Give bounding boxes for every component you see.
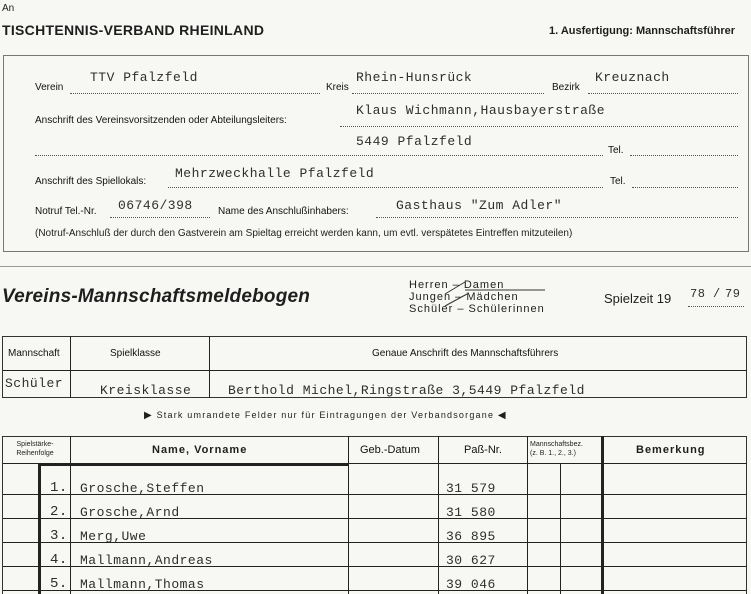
row-3-pass: 36 895 <box>446 529 496 544</box>
venue-label: Anschrift des Spiellokals: <box>35 176 147 187</box>
arrow-left-icon: ◀ <box>497 410 507 421</box>
holder-label: Name des Anschlußinhabers: <box>218 206 349 217</box>
address-line2: 5449 Pfalzfeld <box>356 134 473 149</box>
row-1-num: 1. <box>50 480 68 496</box>
team-value: Schüler <box>5 376 64 391</box>
org-name: TISCHTENNIS-VERBAND RHEINLAND <box>2 22 265 38</box>
arrow-right-icon: ▶ <box>144 410 153 421</box>
col-address-header: Genaue Anschrift des Mannschaftsführers <box>372 348 559 359</box>
kreis-value: Rhein-Hunsrück <box>356 70 473 85</box>
address-line1: Klaus Wichmann,Hausbayerstraße <box>356 103 606 118</box>
verein-label: Verein <box>35 82 64 93</box>
bezirk-label: Bezirk <box>552 82 580 93</box>
framed-fields-note <box>144 410 507 421</box>
tel-label-2: Tel. <box>610 176 626 187</box>
col-name-header: Name, Vorname <box>152 444 248 456</box>
row-2-pass: 31 580 <box>446 505 496 520</box>
class-value: Kreisklasse <box>100 383 192 398</box>
col-remark-header: Bemerkung <box>636 444 706 456</box>
row-3-num: 3. <box>50 528 68 544</box>
team-leader-address: Berthold Michel,Ringstraße 3,5449 Pfalzfeld <box>228 383 585 398</box>
row-2-num: 2. <box>50 504 68 520</box>
col-team-desig-line1: Mannschaftsbez. <box>530 441 583 448</box>
row-3-name: Merg,Uwe <box>80 529 147 544</box>
framed-fields-note-text: Stark umrandete Felder nur für Eintragungen der Verbandsorgane <box>156 410 495 420</box>
col-pass-header: Paß-Nr. <box>464 444 502 456</box>
bezirk-value: Kreuznach <box>595 70 670 85</box>
col-birth-header: Geb.-Datum <box>360 444 420 456</box>
row-4-num: 4. <box>50 552 68 568</box>
row-1-pass: 31 579 <box>446 481 496 496</box>
row-1-name: Grosche,Steffen <box>80 481 205 496</box>
row-5-pass: 39 046 <box>446 577 496 592</box>
row-5-name: Mallmann,Thomas <box>80 577 205 592</box>
col-team-desig-line2: (z. B. 1., 2., 3.) <box>530 450 576 457</box>
row-5-num: 5. <box>50 576 68 592</box>
address-label: Anschrift des Vereinsvorsitzenden oder Abteilungsleiters: <box>35 115 287 126</box>
col-class-header: Spielklasse <box>110 348 161 359</box>
form-title: Vereins-Mannschaftsmeldebogen <box>2 286 311 307</box>
category-herren-damen: Herren – Damen <box>409 279 505 291</box>
row-2-name: Grosche,Arnd <box>80 505 180 520</box>
venue-value: Mehrzweckhalle Pfalzfeld <box>175 166 375 181</box>
emergency-note: (Notruf-Anschluß der durch den Gastverein am Spieltag erreicht werden kann, um evtl. verspätetes Eintreffen mitzuteilen) <box>35 228 573 239</box>
an-label: An <box>2 3 15 14</box>
verein-value: TTV Pfalzfeld <box>90 70 198 85</box>
emergency-label: Notruf Tel.-Nr. <box>35 206 97 217</box>
col-rank-header: Spielstärke-Reihenfolge <box>16 441 54 457</box>
kreis-label: Kreis <box>326 82 349 93</box>
row-4-name: Mallmann,Andreas <box>80 553 213 568</box>
season-label: Spielzeit 19 <box>604 291 672 306</box>
category-jungen-maedchen: Jungen – Mädchen <box>409 291 519 303</box>
season-separator: / <box>713 287 721 301</box>
category-schueler-schuelerinnen: Schüler – Schülerinnen <box>409 303 545 315</box>
col-team-desig-header <box>530 440 583 458</box>
holder-value: Gasthaus "Zum Adler" <box>396 198 563 213</box>
season-from: 78 <box>690 287 706 301</box>
category-strike-marks <box>405 278 555 318</box>
col-team-header: Mannschaft <box>8 348 60 359</box>
season-to: 79 <box>725 287 741 301</box>
row-4-pass: 30 627 <box>446 553 496 568</box>
tel-label: Tel. <box>608 145 624 156</box>
copy-label: 1. Ausfertigung: Mannschaftsführer <box>549 25 735 37</box>
emergency-value: 06746/398 <box>118 198 193 213</box>
